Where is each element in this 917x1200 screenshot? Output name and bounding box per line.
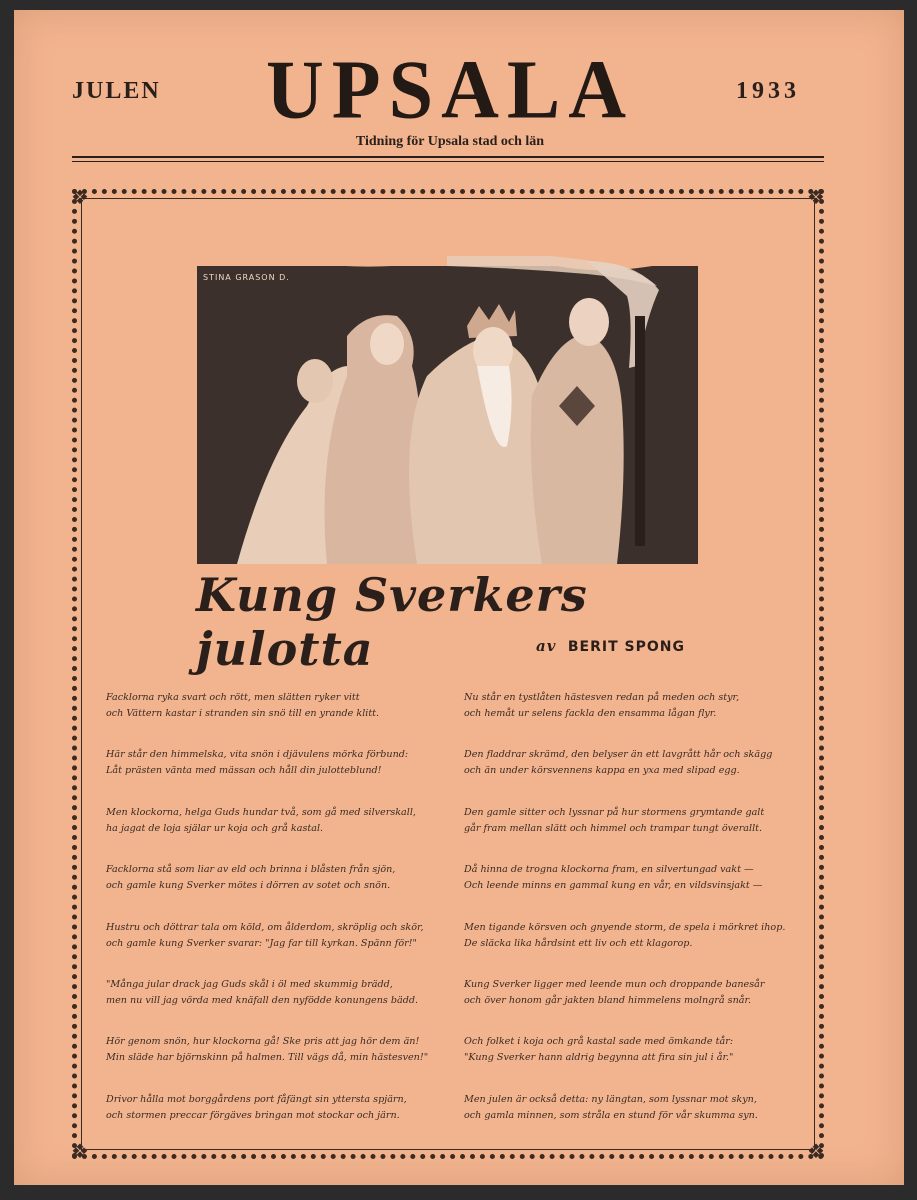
masthead-rule-thin bbox=[72, 161, 824, 162]
stanza-left: Facklorna ryka svart och rött, men slätten ryker vitt och Vättern kastar i stranden sin snö till en yrande klitt. bbox=[106, 692, 380, 719]
stanza-row bbox=[106, 920, 796, 977]
stanza-right: Och folket i koja och grå kastal sade med ömkande tår: "Kung Sverker hann aldrig begynna att fira sin jul i år." bbox=[464, 1036, 734, 1064]
stanza-left: Hustru och döttrar tala om köld, om ålderdom, skröplig och skör, och gamle kung Sverker svarar: "Jag far till kyrkan. Spänn för!" bbox=[106, 921, 424, 949]
stanza-right: Men tigande körsven och gnyende storm, de spela i mörkret ihop. De släcka lika hårdsint ett liv och ett klagorop. bbox=[464, 921, 786, 949]
masthead-year: 1933 bbox=[736, 78, 800, 104]
stanza-left: Facklorna stå som liar av eld och brinna i blåsten från sjön, och gamle kung Sverker mötes i dörren av sotet och snön. bbox=[106, 864, 396, 892]
stanza-right: Nu står en tystlåten hästesven redan på meden och styr, och hemåt ur selens fackla den ensamma lågan flyr. bbox=[464, 692, 740, 719]
stanza-right: Den gamle sitter och lyssnar på hur stormens grymtande galt går fram mellan slätt och himmel och trampar tungt överallt. bbox=[464, 806, 765, 834]
poem-byline bbox=[536, 637, 685, 655]
corner-ornament-icon: ❖ bbox=[71, 185, 89, 209]
stanza-row bbox=[106, 747, 796, 804]
stanza-right: Då hinna de trogna klockorna fram, en silvertungad vakt — Och leende minns en gammal kung en vår, en vildsvinsjakt — bbox=[464, 864, 763, 892]
stanza-left: "Många jular drack jag Guds skål i öl med skummig brädd, men nu vill jag vörda med knäfall den nyfödde konungens bädd. bbox=[106, 978, 419, 1006]
masthead-subtitle: Tidning för Upsala stad och län bbox=[355, 134, 545, 149]
stanza-row bbox=[106, 862, 796, 919]
king-with-torch-illustration bbox=[197, 256, 698, 564]
stanza-left: Hör genom snön, hur klockorna gå! Ske pris att jag hör dem än! Min släde har björnskinn på halmen. Till vägs då, min hästesven!" bbox=[106, 1036, 429, 1064]
poem-title: Kung Sverkers julotta bbox=[196, 568, 588, 676]
corner-ornament-icon: ❖ bbox=[807, 185, 825, 209]
corner-ornament-icon: ❖ bbox=[807, 1139, 825, 1163]
poem-body bbox=[106, 690, 796, 1149]
stanza-row bbox=[106, 1034, 796, 1091]
byline-prefix: av bbox=[536, 637, 557, 655]
masthead-left-text: JULEN bbox=[72, 78, 161, 104]
stanza-left: Här står den himmelska, vita snön i djävulens mörka förbund: Låt prästen vänta med mässan och håll din julotteblund! bbox=[106, 749, 409, 777]
stanza-right: Den fladdrar skrämd, den belyser än ett lavgrått hår och skägg och än under körsvennens kappa en yxa med slipad egg. bbox=[464, 749, 773, 777]
stanza-row bbox=[106, 1092, 796, 1149]
poem-author: BERIT SPONG bbox=[567, 639, 685, 655]
masthead-title: UPSALA bbox=[266, 43, 635, 137]
stanza-right: Kung Sverker ligger med leende mun och droppande banesår och över honom går jakten bland himmelens molngrå snår. bbox=[464, 978, 765, 1006]
masthead-rule bbox=[72, 156, 824, 158]
stanza-right: Men julen är också detta: ny längtan, som lyssnar mot skyn, och gamla minnen, som stråla en stund för vår skumma syn. bbox=[464, 1093, 758, 1121]
stanza-row bbox=[106, 690, 796, 747]
stanza-left: Drivor hålla mot borggårdens port fåfängt sin yttersta spjärn, och stormen prессar förgäves bringan mot stockar och järn. bbox=[106, 1093, 407, 1121]
stanza-row bbox=[106, 805, 796, 862]
stanza-left: Men klockorna, helga Guds hundar två, som gå med silverskall, ha jagat de loja själar ur koja och grå kastal. bbox=[106, 806, 416, 834]
stanza-row bbox=[106, 977, 796, 1034]
illustration-signature: STINA GRASON D. bbox=[203, 273, 290, 282]
corner-ornament-icon: ❖ bbox=[71, 1139, 89, 1163]
